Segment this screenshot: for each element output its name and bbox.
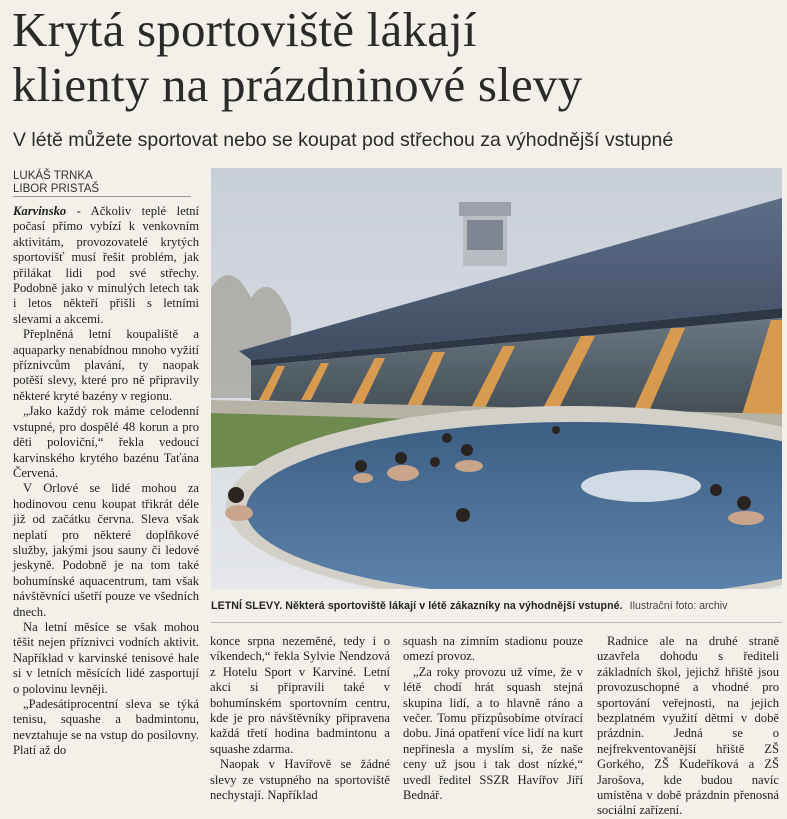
article-paragraph: Naopak v Havířově se žádné slevy ze vstupného na sportoviště nechystají. Například <box>210 757 390 803</box>
headline-line-2: klienty na prázdninové slevy <box>12 57 583 112</box>
author-2: LIBOR PRISTAŠ <box>13 183 100 195</box>
article-paragraph: konce srpna nezeměné, tedy i o víkendech,“ řekla Sylvie Nendzová z Hotelu Sport v Karviné. Letní akci si připravili také v bohumínském sportovním centru, kde je pro návštěvníky připravena každá třetí hodina badmintonu a squashe zdarma. <box>210 634 390 756</box>
headline-line-1: Krytá sportoviště lákají <box>12 2 477 57</box>
article-paragraph <box>13 204 199 327</box>
article-paragraph: Na letní měsíce se však mohou těšit nejen příznivci vodních aktivit. Například v karvinské tenisové hale si v letních měsících lidé zasportují o polovinu levněji. <box>13 619 199 696</box>
caption-text: Některá sportoviště lákají v létě zákazníky na výhodnější vstupné. <box>285 600 623 612</box>
article-paragraph: Radnice ale na druhé straně uzavřela dohodu s řediteli základních škol, jejichž hřiště jsou provozuschopné a vhodné pro sportování veřejnosti, na jejich bezplatném využití dětmi v době prázdnin. Jedná se o nejfrekventovanější hřiště ZŠ Gorkého, ZŠ Kudeříková a ZŠ Jarošova, kde budou navíc umístěna v době prázdnin přenosná sociální zařízení. <box>597 634 779 818</box>
article-column-2 <box>210 634 390 803</box>
article-column-4 <box>597 634 779 819</box>
article-column-3 <box>403 634 583 803</box>
article-paragraph: Přeplněná letní koupaliště a aquaparky nenabídnou mnoho vyžití příznivcům plavání, ty naopak potěší slevy, které pro ně připravily některé kryté bazény v regionu. <box>13 327 199 403</box>
article-paragraph: „Za roky provozu už víme, že v létě chodí hrát squash stejná skupina lidí, a to hlavně ráno a večer. Tomu přizpůsobíme otvírací dobu. Jiná opatření více lidí na kurt nepřinesla a myslím si, že naše ceny už jsou i tak dost nízké,“ uvedl ředitel SSZR Havířov Jiří Bednář. <box>403 664 583 803</box>
article-photo <box>211 168 782 589</box>
article-column-1 <box>13 204 199 759</box>
subheadline: V létě můžete sportovat nebo se koupat pod střechou za výhodnější vstupné <box>13 129 674 151</box>
article-paragraph: V Orlové se lidé mohou za hodinovou cenu koupat třikrát déle již od začátku června. Sleva však neplatí pro některé doplňkové služby, jakými jsou sauny či ledové jeskyně. Podobně je na tom také bohumínské aquacentrum, tam však návštěvníci ušetří pouze ve všedních dnech. <box>13 481 199 619</box>
photo-caption <box>211 600 782 612</box>
article-paragraph: „Jako každý rok máme celodenní vstupné, pro dospělé 48 korun a pro děti poloviční,“ řekla vedoucí karvinského krytého bazénu Taťána Červená. <box>13 404 199 480</box>
dateline: Karvinsko <box>13 204 67 218</box>
lead-text: - Ačkoliv teplé letní počasí přímo vybízí k venkovním aktivitám, provozovatelé krytých sportovišť musí řešit problém, jak přilákat lidi pod své střechy. Podobně jako v minulých letech tak i letos někteří přišli s letními slevami a akcemi. <box>13 204 199 326</box>
headline <box>12 2 782 112</box>
byline <box>13 170 193 196</box>
article-paragraph: „Padesátiprocentní sleva se týká tenisu, squashe a badmintonu, nevztahuje se na vstup do posilovny. Platí až do <box>13 697 199 758</box>
byline-divider <box>13 196 191 197</box>
caption-title: LETNÍ SLEVY. <box>211 600 283 612</box>
article-paragraph: squash na zimním stadionu pouze omezí provoz. <box>403 634 583 664</box>
photo-credit: Ilustrační foto: archiv <box>629 600 728 612</box>
author-1: LUKÁŠ TRNKA <box>13 170 93 182</box>
caption-divider <box>211 622 782 623</box>
